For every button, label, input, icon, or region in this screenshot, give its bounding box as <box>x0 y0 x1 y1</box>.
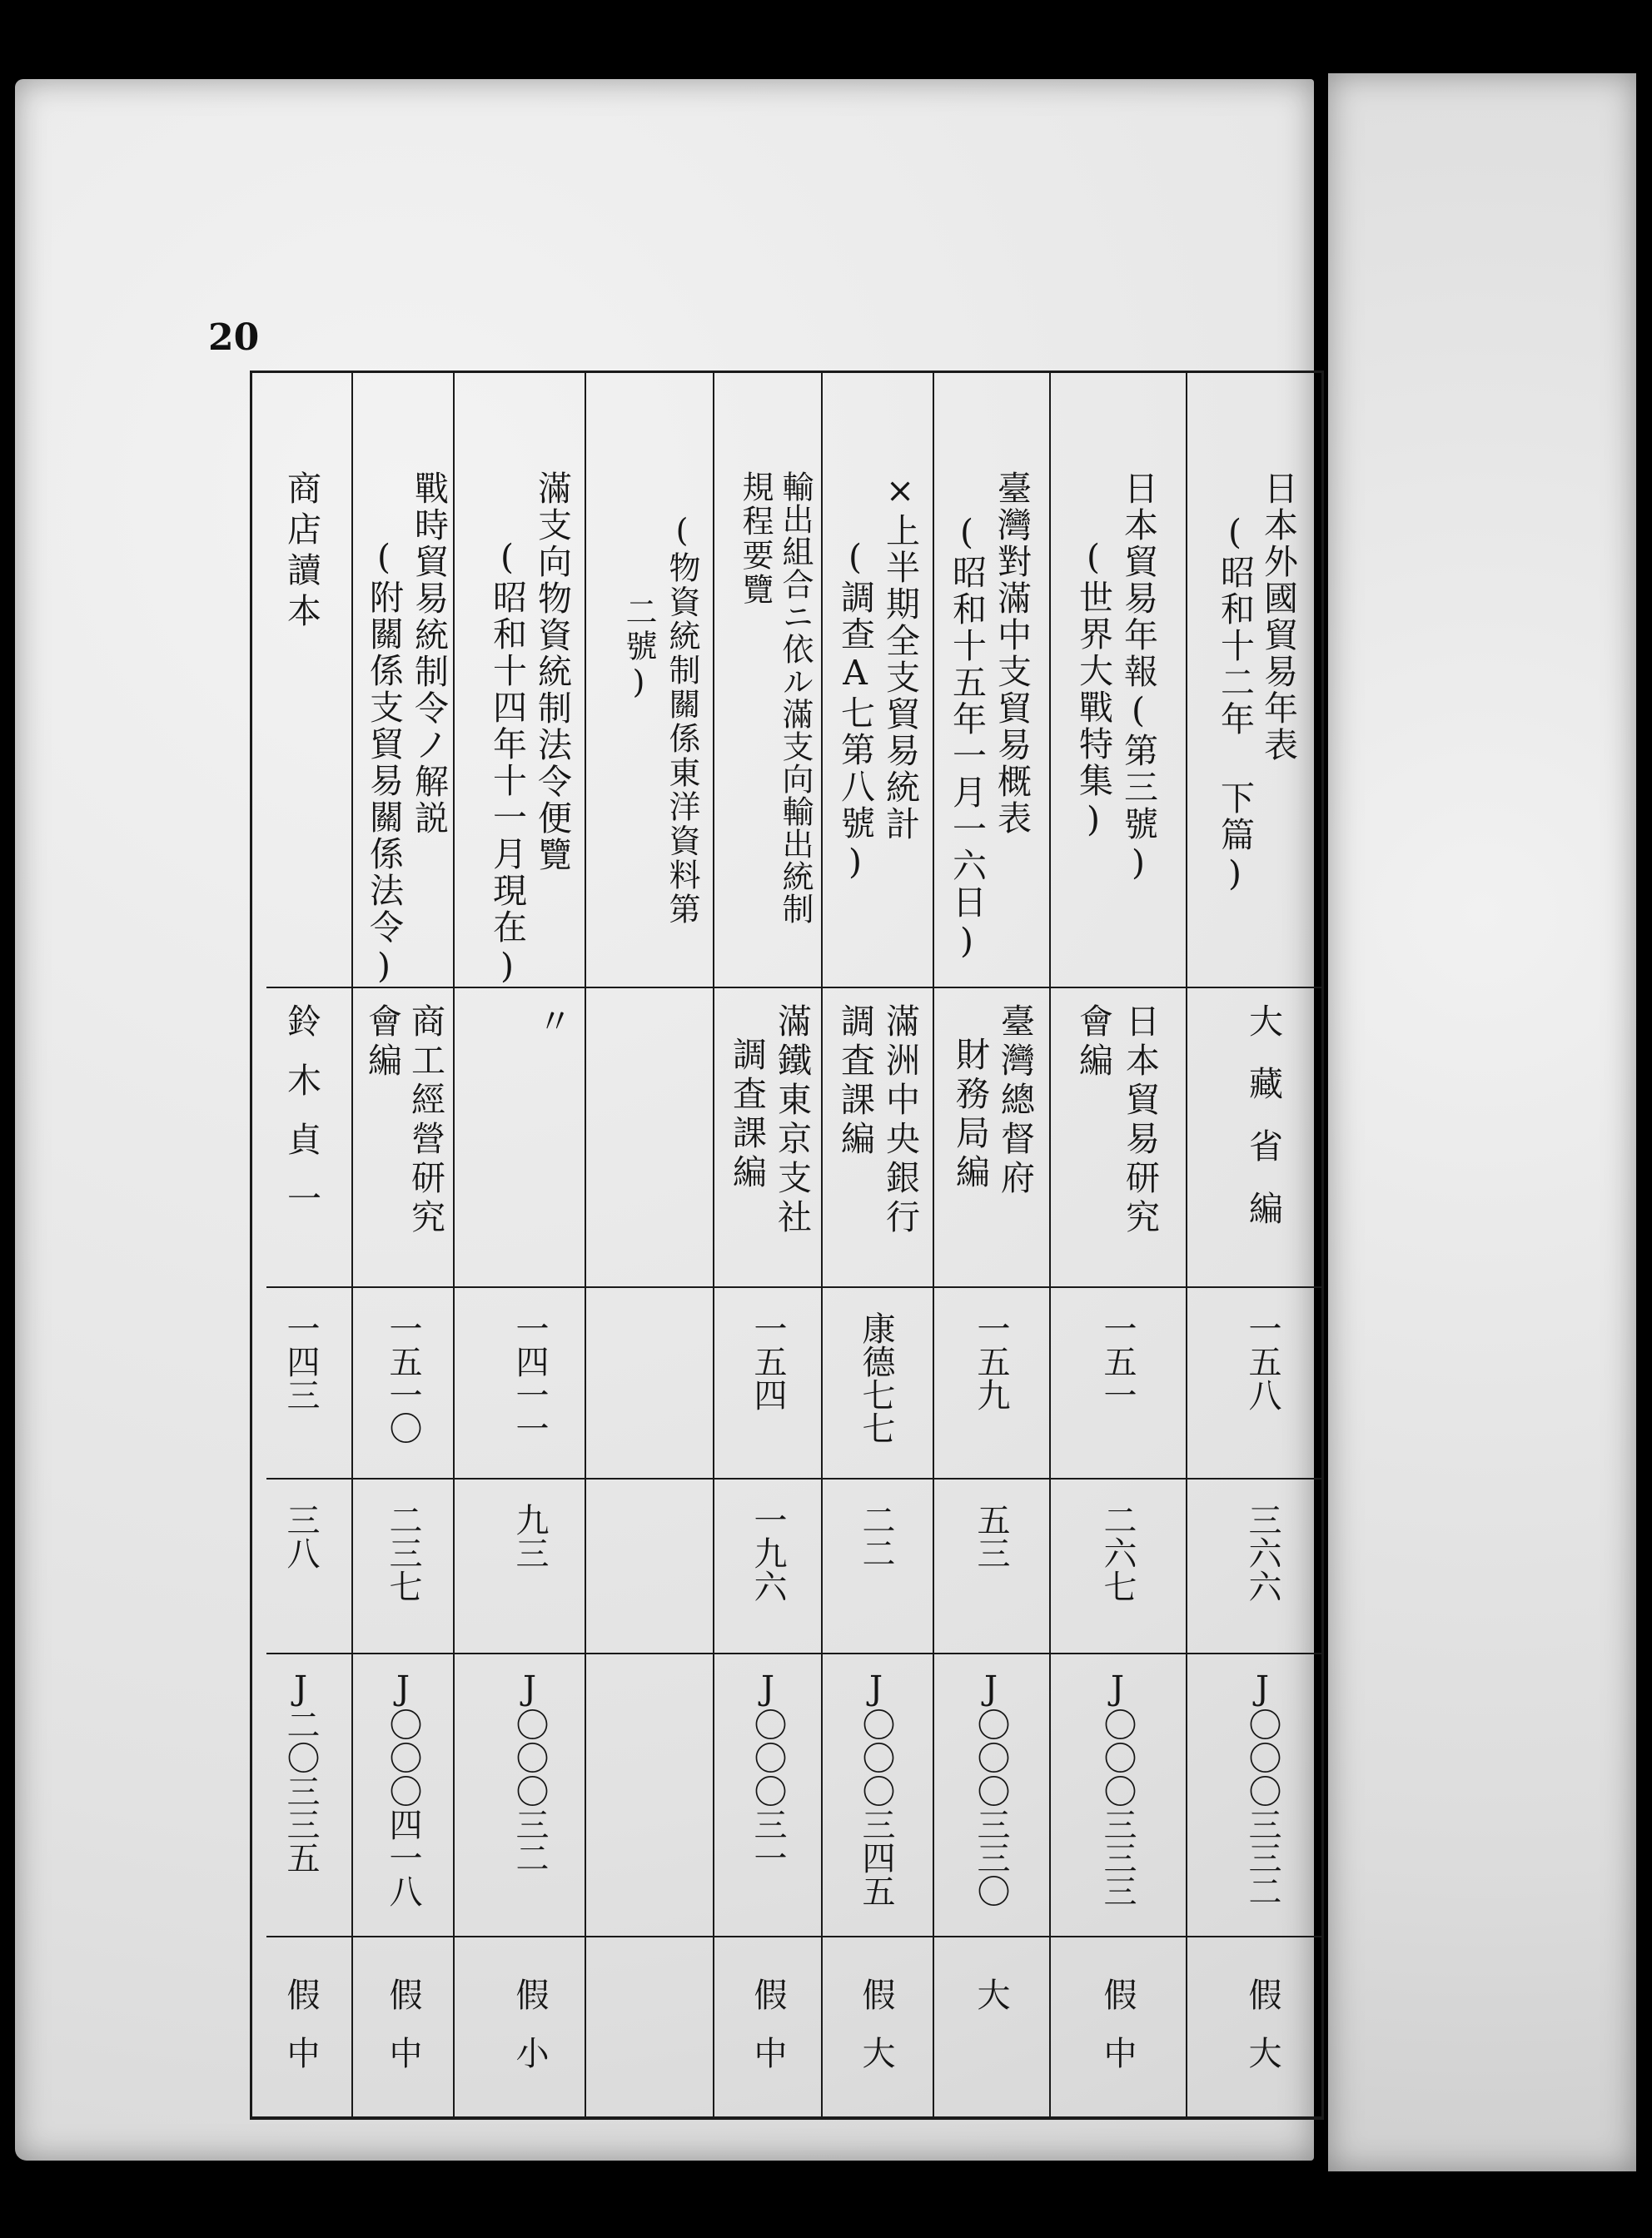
entry-volume: 一四三 <box>281 1311 320 1411</box>
entry-publisher: 會編 <box>1073 1003 1113 1082</box>
entry-title: 戰時貿易統制令ノ解説 <box>409 470 449 837</box>
entry-pages: 一九六 <box>749 1503 787 1603</box>
entry-size: 假大 <box>857 1977 895 2094</box>
entry-size: 假小 <box>510 1977 549 2094</box>
table-left-rule <box>250 371 252 2119</box>
entry-pages: 九三 <box>510 1503 549 1569</box>
catalog-table <box>250 371 1324 2119</box>
entry-title: 臺灣對滿中支貿易概表 <box>992 470 1032 837</box>
entry-subtitle: (昭和十四年十一月現在) <box>487 537 527 988</box>
entry-publisher: 〃 <box>532 1003 572 1042</box>
entry-pages: 二六七 <box>1098 1503 1137 1603</box>
entry-volume: 康德七七 <box>857 1311 895 1445</box>
entry-publisher: 臺灣總督府 <box>995 1003 1035 1199</box>
entry-title: 日本外國貿易年表 <box>1258 470 1298 763</box>
entry-publisher: 鈴木貞一 <box>281 1003 321 1240</box>
entry-size: 假中 <box>281 1977 320 2094</box>
entry-publisher: 會編 <box>362 1003 402 1082</box>
entry-publisher: 財務局編 <box>950 1037 990 1193</box>
entry-date: J〇〇〇三二 <box>510 1669 549 1874</box>
catalog-entry <box>353 371 451 2119</box>
catalog-entry <box>823 371 931 2119</box>
table-right-rule <box>1321 371 1324 2119</box>
entry-date: J〇〇〇三三三 <box>1098 1669 1137 1907</box>
entry-subtitle: (世界大戰特集) <box>1073 537 1113 842</box>
entry-subtitle: 二號) <box>620 595 657 703</box>
entry-title: ×上半期全支貿易統計 <box>880 470 920 843</box>
entry-title: 商店讀本 <box>281 470 321 634</box>
catalog-entry <box>254 371 350 2119</box>
entry-pages: 五三 <box>972 1503 1010 1569</box>
entry-publisher: 大藏省編 <box>1243 1003 1283 1253</box>
catalog-entry <box>714 371 819 2119</box>
entry-volume: 一五一 <box>1098 1311 1137 1411</box>
entry-publisher: 日本貿易研究 <box>1120 1003 1160 1238</box>
entry-pages: 二三七 <box>384 1503 422 1603</box>
entry-volume: 一四一一 <box>510 1311 549 1445</box>
entry-size: 大 <box>972 1977 1010 2036</box>
catalog-entry <box>934 371 1047 2119</box>
page-number: 20 <box>208 316 260 359</box>
catalog-entry-continuation <box>586 371 711 2119</box>
facing-page <box>1328 73 1636 2171</box>
entry-size: 假中 <box>749 1977 787 2094</box>
entry-volume: 一五八 <box>1243 1311 1281 1411</box>
entry-title: 規程要覽 <box>737 470 774 607</box>
entry-pages: 三八 <box>281 1503 320 1569</box>
entry-size: 假中 <box>384 1977 422 2094</box>
entry-subtitle: (物資統制關係東洋資料第 <box>664 512 700 927</box>
entry-pages: 三六六 <box>1243 1503 1281 1603</box>
catalog-entry <box>1051 371 1184 2119</box>
entry-size: 假中 <box>1098 1977 1137 2094</box>
entry-volume: 一五九 <box>972 1311 1010 1411</box>
entry-volume: 一五四 <box>749 1311 787 1411</box>
catalog-entry <box>455 371 583 2119</box>
entry-date: J〇〇〇三一 <box>749 1669 787 1874</box>
entry-publisher: 商工經營研究 <box>406 1003 445 1238</box>
entry-publisher: 調査課編 <box>727 1037 767 1193</box>
entry-date: J〇〇〇三四五 <box>857 1669 895 1907</box>
entry-title: 滿支向物資統制法令便覽 <box>532 470 572 873</box>
entry-pages: 二二 <box>857 1503 895 1569</box>
entry-publisher: 滿洲中央銀行 <box>880 1003 920 1238</box>
entry-subtitle: (調查A七第八號) <box>835 537 875 884</box>
entry-title: 輸出組合ニ依ル滿支向輸出統制 <box>777 470 814 925</box>
entry-subtitle: (昭和十二年 下篇) <box>1215 512 1255 896</box>
entry-volume: 一五一〇 <box>384 1311 422 1445</box>
entry-size: 假大 <box>1243 1977 1281 2094</box>
entry-subtitle: (昭和十五年一月一六日) <box>947 512 987 963</box>
entry-date: J二〇三三五 <box>281 1669 320 1874</box>
entry-subtitle: (附關係支貿易關係法令) <box>364 537 404 988</box>
entry-publisher: 調査課編 <box>835 1003 875 1160</box>
entry-date: J〇〇〇三三〇 <box>972 1669 1010 1907</box>
entry-date: J〇〇〇三三二 <box>1243 1669 1281 1907</box>
entry-publisher: 滿鐵東京支社 <box>772 1003 812 1238</box>
catalog-entry <box>1187 371 1321 2119</box>
entry-title: 日本貿易年報(第三號) <box>1118 470 1158 885</box>
entry-date: J〇〇〇四一八 <box>384 1669 422 1907</box>
